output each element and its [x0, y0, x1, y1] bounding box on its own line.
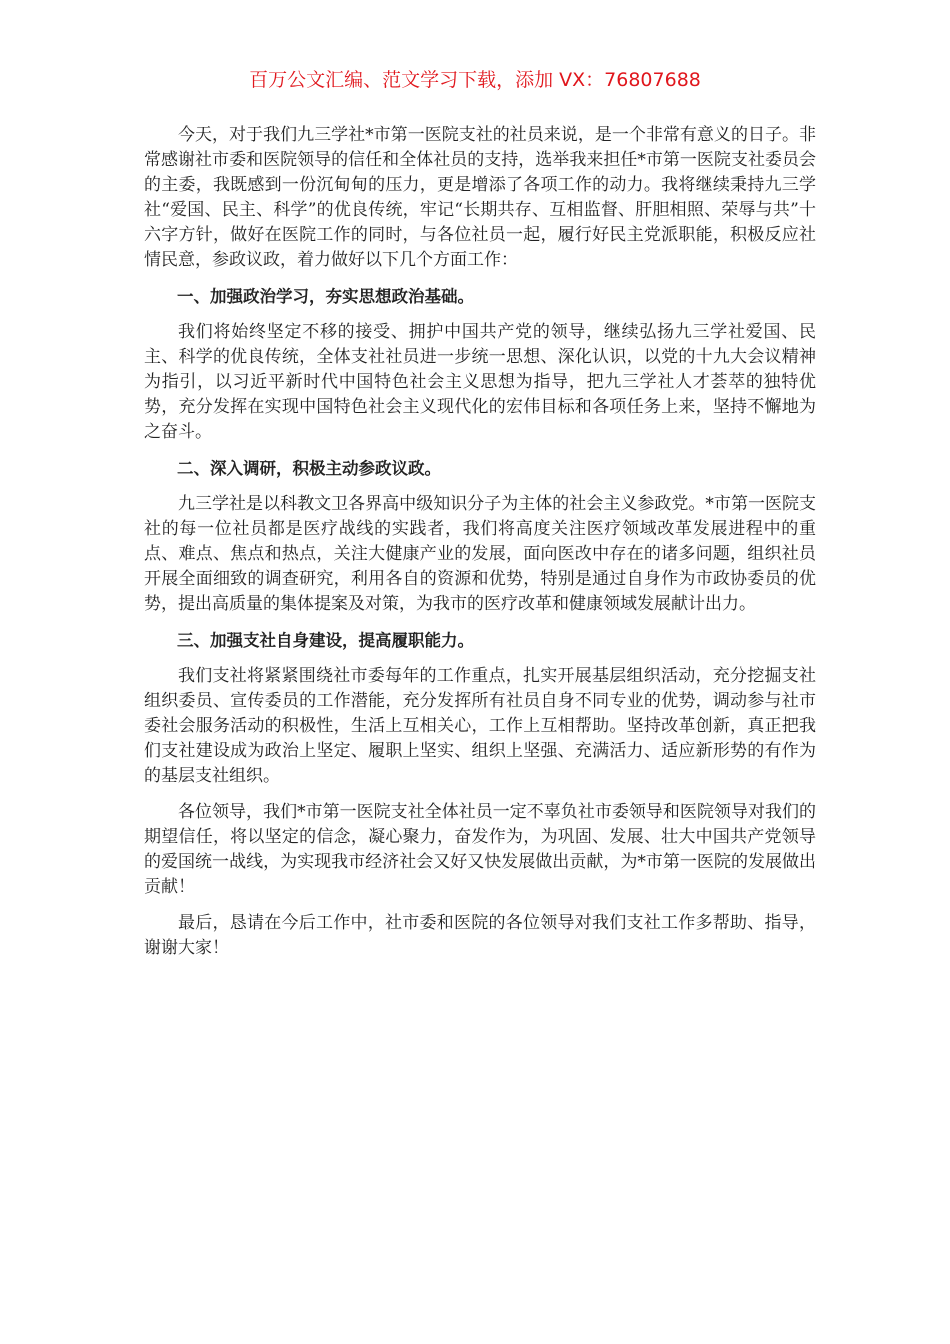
section-heading-2: 二、深入调研，积极主动参政议政。	[177, 459, 441, 478]
paragraph-leaders: 各位领导，我们*市第一医院支社全体社员一定不辜负社市委领导和医院领导对我们的期望信任，将以坚定的信念，凝心聚力，奋发作为，为巩固、发展、壮大中国共产党领导的爱国统一战线，为实现我市经济社会又好又快发展做出贡献，为*市第一医院的发展做出贡献！	[144, 802, 816, 897]
paragraph-section-2: 九三学社是以科教文卫各界高中级知识分子为主体的社会主义参政党。*市第一医院支社的每一位社员都是医疗战线的实践者，我们将高度关注医疗领域改革发展进程中的重点、难点、焦点和热点，关注大健康产业的发展，面向医改中存在的诸多问题，组织社员开展全面细致的调查研究，利用各自的资源和优势，特别是通过自身作为市政协委员的优势，提出高质量的集体提案及对策，为我市的医疗改革和健康领域发展献计出力。	[144, 494, 816, 614]
paragraph-intro: 今天，对于我们九三学社*市第一医院支社的社员来说，是一个非常有意义的日子。非常感谢社市委和医院领导的信任和全体社员的支持，选举我来担任*市第一医院支社委员会的主委，我既感到一份沉甸甸的压力，更是增添了各项工作的动力。我将继续秉持九三学社“爱国、民主、科学”的优良传统，牢记“长期共存、互相监督、肝胆相照、荣辱与共”十六字方针，做好在医院工作的同时，与各位社员一起，履行好民主党派职能，积极反应社情民意，参政议政，着力做好以下几个方面工作：	[144, 125, 816, 270]
watermark-header: 百万公文汇编、范文学习下载，添加 VX：76807688	[249, 69, 701, 91]
paragraph-closing: 最后，恳请在今后工作中，社市委和医院的各位领导对我们支社工作多帮助、指导，谢谢大家！	[144, 913, 816, 958]
paragraph-section-1: 我们将始终坚定不移的接受、拥护中国共产党的领导，继续弘扬九三学社爱国、民主、科学的优良传统，全体支社社员进一步统一思想、深化认识，以党的十九大会议精神为指引，以习近平新时代中国特色社会主义思想为指导，把九三学社人才荟萃的独特优势，充分发挥在实现中国特色社会主义现代化的宏伟目标和各项任务上来，坚持不懈地为之奋斗。	[144, 322, 816, 442]
section-heading-1: 一、加强政治学习，夯实思想政治基础。	[177, 287, 474, 306]
section-heading-3: 三、加强支社自身建设，提高履职能力。	[177, 631, 474, 650]
paragraph-section-3: 我们支社将紧紧围绕社市委每年的工作重点，扎实开展基层组织活动，充分挖掘支社组织委员、宣传委员的工作潜能，充分发挥所有社员自身不同专业的优势，调动参与社市委社会服务活动的积极性，生活上互相关心，工作上互相帮助。坚持改革创新，真正把我们支社建设成为政治上坚定、履职上坚实、组织上坚强、充满活力、适应新形势的有作为的基层支社组织。	[144, 666, 816, 786]
document-body	[144, 123, 816, 972]
